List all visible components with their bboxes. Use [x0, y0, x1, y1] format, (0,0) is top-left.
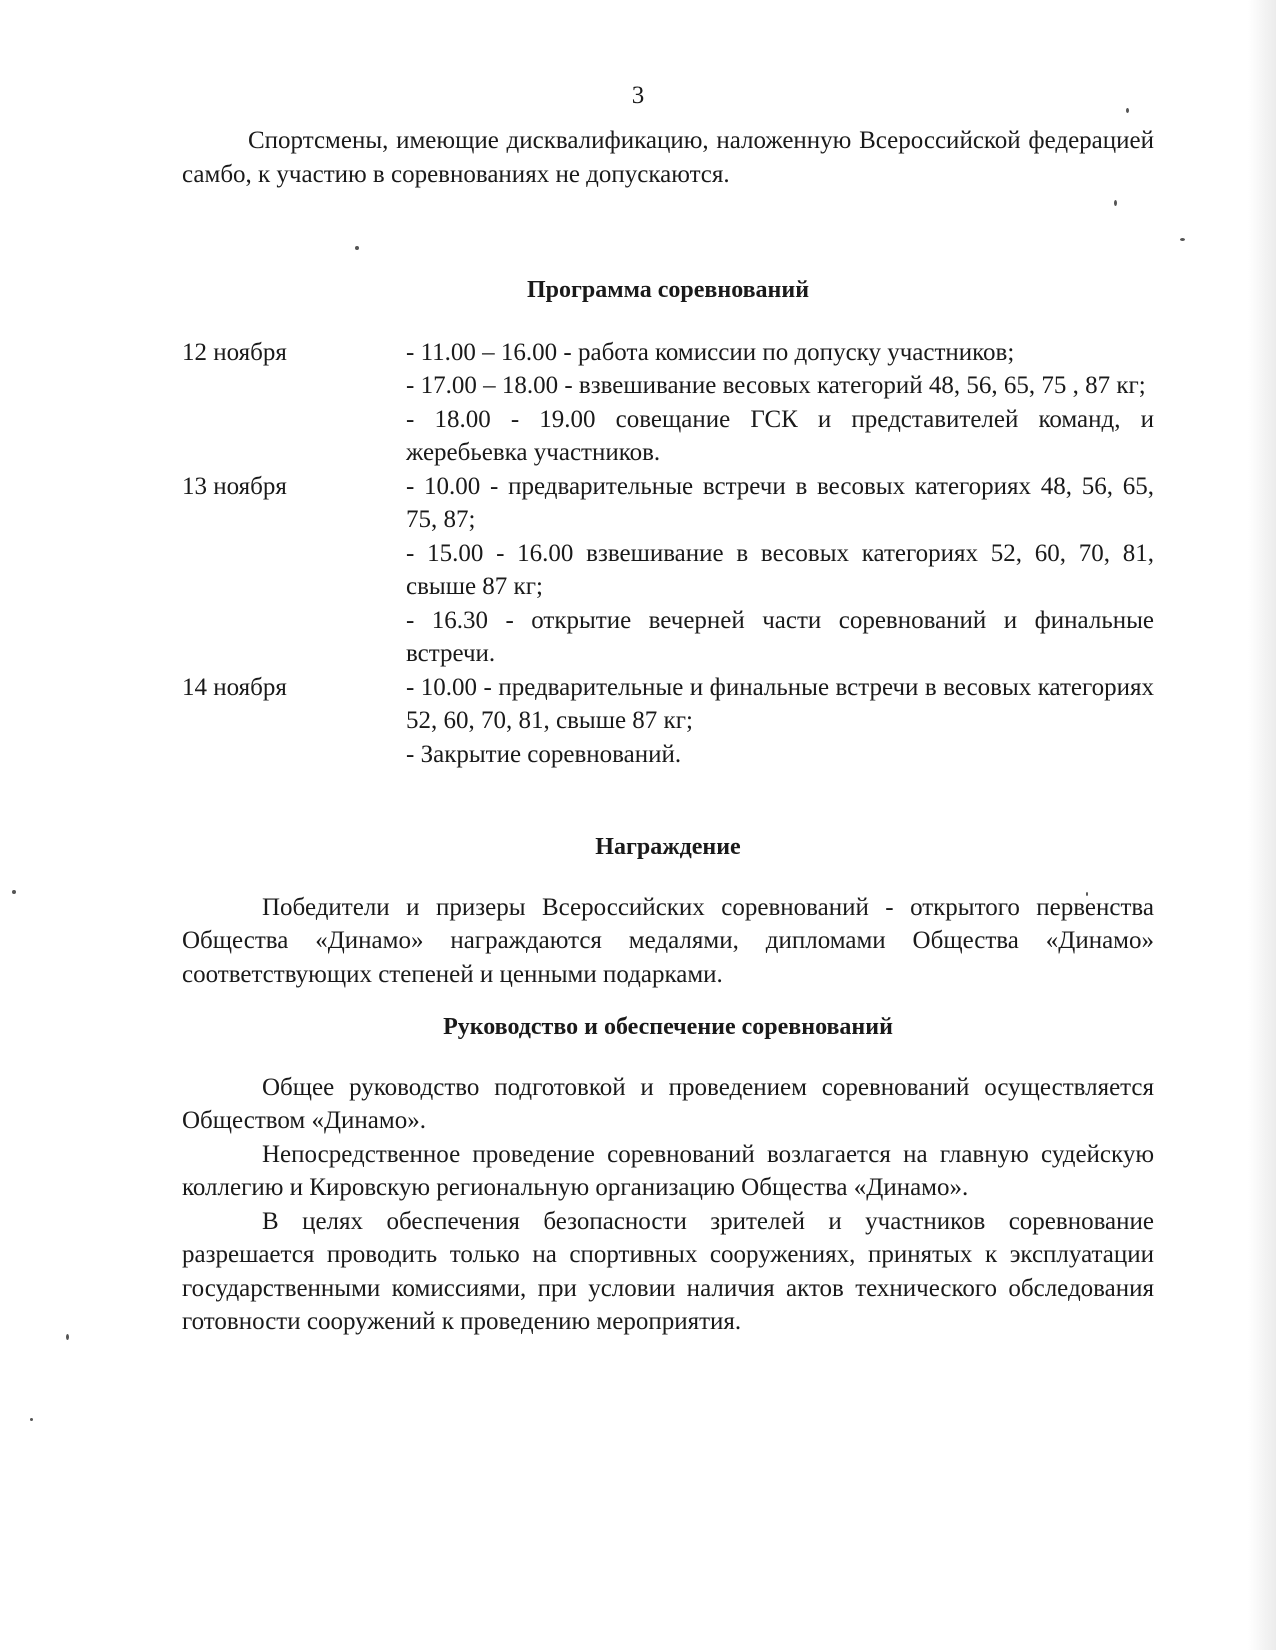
day-date: 14 ноября	[182, 673, 287, 701]
management-paragraph: Общее руководство подготовкой и проведением соревнований осуществляется Обществом «Динамо».	[182, 1073, 1154, 1134]
event-item: - 17.00 – 18.00 - взвешивание весовых категорий 48, 56, 65, 75 , 87 кг;	[406, 372, 1146, 399]
awards-heading: Награждение	[595, 834, 741, 860]
event-item: - 16.30 - открытие вечерней части соревнований и финальные встречи.	[406, 606, 1154, 667]
document-body	[182, 124, 1154, 1339]
intro-paragraph: Спортсмены, имеющие дисквалификацию, наложенную Всероссийской федерацией самбо, к участию в соревнованиях не допускаются.	[182, 127, 1154, 188]
schedule	[182, 336, 1154, 772]
schedule-day	[182, 336, 1154, 470]
scanned-page-edge	[1248, 0, 1276, 1650]
scan-speck	[30, 1418, 33, 1421]
awards-paragraph: Победители и призеры Всероссийских соревнований - открытого первенства Общества «Динамо» награждаются медалями, дипломами Общества «Динамо» соответствующих степеней и ценными подарками.	[182, 893, 1154, 988]
management-paragraph: В целях обеспечения безопасности зрителей и участников соревнование разрешается проводить только на спортивных сооружениях, принятых к эксплуатации государственными комиссиями, при условии наличия актов технического обследования готовности сооружений к проведению мероприятия.	[182, 1207, 1154, 1335]
scan-speck	[1180, 238, 1185, 241]
event-item: - 11.00 – 16.00 - работа комиссии по допуску участников;	[406, 338, 1015, 366]
management-paragraph: Непосредственное проведение соревнований возлагается на главную судейскую коллегию и Кировскую региональную организацию Общества «Динамо».	[182, 1140, 1154, 1201]
scan-speck	[66, 1334, 69, 1340]
program-heading: Программа соревнований	[526, 277, 810, 303]
event-item: - 10.00 - предварительные и финальные встречи в весовых категориях 52, 60, 70, 81, свыше 87 кг;	[406, 673, 1154, 734]
event-item: - 10.00 - предварительные встречи в весовых категориях 48, 56, 65, 75, 87;	[406, 472, 1154, 533]
scan-speck	[12, 890, 16, 894]
page-number: 3	[631, 82, 645, 109]
day-events	[406, 470, 1154, 671]
day-date: 13 ноября	[182, 472, 287, 500]
schedule-day	[182, 671, 1154, 772]
event-item: - 18.00 - 19.00 совещание ГСК и представителей команд, и жеребьевка участников.	[406, 405, 1154, 466]
day-events	[406, 671, 1154, 772]
event-item: - Закрытие соревнований.	[406, 740, 682, 768]
management-heading: Руководство и обеспечение соревнований	[443, 1014, 893, 1040]
day-date: 12 ноября	[182, 338, 287, 366]
day-events	[406, 336, 1154, 470]
event-item: - 15.00 - 16.00 взвешивание в весовых категориях 52, 60, 70, 81, свыше 87 кг;	[406, 539, 1154, 600]
schedule-day	[182, 470, 1154, 671]
